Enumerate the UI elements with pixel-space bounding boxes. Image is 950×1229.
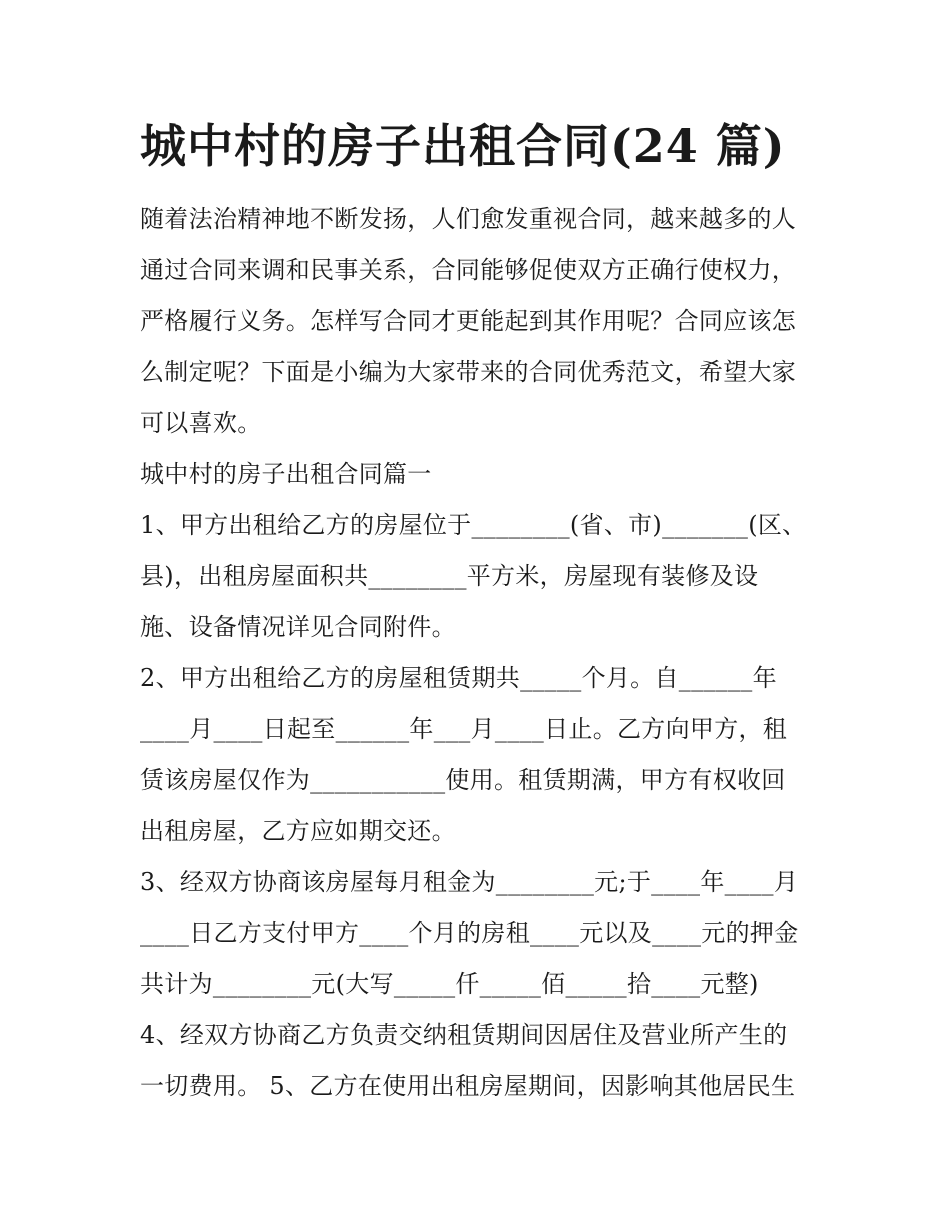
intro-line: 可以喜欢。 (140, 409, 262, 437)
clause-line: 施、设备情况详见合同附件。 (140, 613, 456, 641)
clause-line: 共计为________元(大写_____仟_____佰_____拾____元整) (140, 970, 759, 998)
intro-line: 通过合同来调和民事关系，合同能够促使双方正确行使权力， (140, 256, 797, 284)
intro-line: 么制定呢？下面是小编为大家带来的合同优秀范文，希望大家 (140, 358, 797, 386)
clause-line: 县)，出租房屋面积共________平方米，房屋现有装修及设 (140, 562, 759, 590)
clause-4 (140, 1010, 830, 1112)
clause-3 (140, 857, 830, 1010)
document-page (140, 112, 830, 1112)
intro-line: 随着法治精神地不断发扬，人们愈发重视合同，越来越多的人 (140, 205, 797, 233)
clause-line: 一切费用。 5、乙方在使用出租房屋期间，因影响其他居民生 (140, 1072, 796, 1100)
clause-line: 赁该房屋仅作为___________使用。租赁期满，甲方有权收回 (140, 766, 786, 794)
intro-line: 严格履行义务。怎样写合同才更能起到其作用呢？合同应该怎 (140, 307, 797, 335)
clause-line: ____日乙方支付甲方____个月的房租____元以及____元的押金 (140, 919, 799, 947)
clause-1 (140, 500, 830, 653)
clause-2 (140, 653, 830, 857)
clause-line: 4、经双方协商乙方负责交纳租赁期间因居住及营业所产生的 (140, 1021, 788, 1049)
clause-line: 出租房屋，乙方应如期交还。 (140, 817, 456, 845)
clause-line: ____月____日起至______年___月____日止。乙方向甲方，租 (140, 715, 788, 743)
document-title: 城中村的房子出租合同(24 篇) (140, 119, 786, 173)
clause-line: 1、甲方出租给乙方的房屋位于________(省、市)_______(区、 (140, 511, 807, 539)
clause-line: 3、经双方协商该房屋每月租金为________元;于____年____月 (140, 868, 799, 896)
clause-line: 2、甲方出租给乙方的房屋租赁期共_____个月。自______年 (140, 664, 777, 692)
section-heading-text: 城中村的房子出租合同篇一 (140, 460, 432, 488)
section-heading (140, 449, 830, 500)
intro-paragraph (140, 194, 830, 449)
